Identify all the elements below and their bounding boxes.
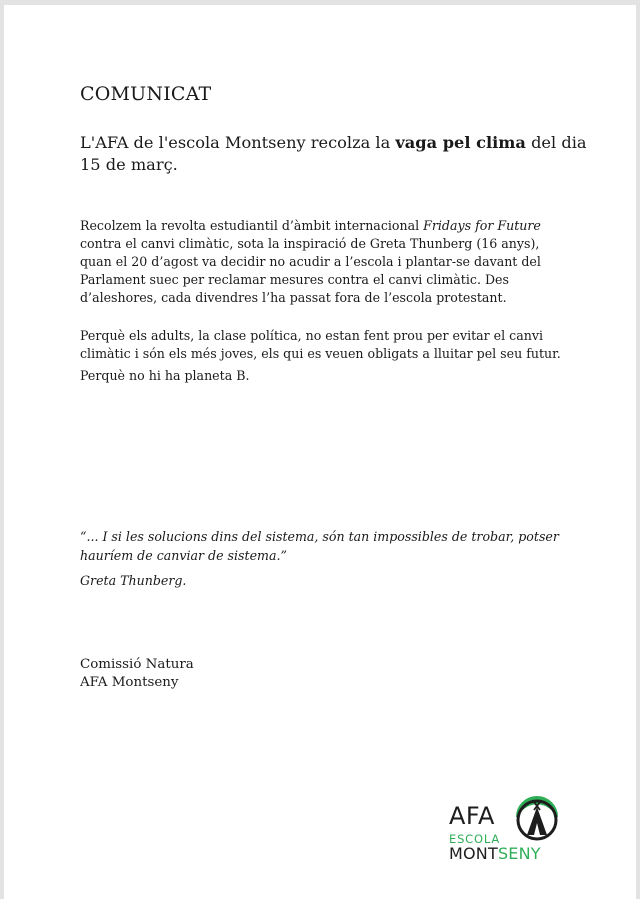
paragraph-2-line: Perquè els adults, la clase política, no estan fent prou per evitar el canvi — [80, 328, 543, 343]
signature — [80, 656, 194, 692]
document-page — [4, 5, 636, 899]
paragraph-1-line: Recolzem la revolta estudiantil d’àmbit internacional — [80, 218, 424, 233]
paragraph-1 — [80, 217, 541, 307]
tent-circle-icon — [513, 795, 561, 843]
document-title: COMUNICAT — [80, 83, 212, 105]
logo-seny-part: SENY — [497, 844, 541, 863]
lead-text-end: del dia — [525, 133, 587, 152]
signature-line: AFA Montseny — [80, 675, 179, 690]
quote — [80, 528, 559, 565]
lead-statement — [80, 132, 587, 176]
paragraph-1-italic: Fridays for Future — [423, 218, 541, 233]
quote-line: hauríem de canviar de sistema.” — [80, 547, 287, 563]
lead-text: L'AFA de l'escola Montseny recolza la — [80, 133, 396, 152]
quote-line: “... I si les solucions dins del sistema, són tan impossibles de trobar, potser — [80, 529, 559, 544]
logo-mont-part: MONT — [449, 844, 498, 863]
paragraph-1-line: contra el canvi climàtic, sota la inspiració de Greta Thunberg (16 anys), — [80, 236, 540, 251]
logo-escola-text: ESCOLA — [449, 832, 500, 846]
paragraph-1-line: d’aleshores, cada divendres l’ha passat fora de l’escola protestant. — [80, 290, 507, 305]
paragraph-1-line: Parlament suec per reclamar mesures contra el canvi climàtic. Des — [80, 272, 509, 287]
lead-date: 15 de març. — [80, 155, 178, 174]
paragraph-2-line: climàtic i són els més joves, els qui es veuen obligats a lluitar pel seu futur. — [80, 346, 561, 361]
lead-bold-text: vaga pel clima — [395, 133, 526, 152]
paragraph-2 — [80, 327, 561, 363]
logo-afa-text: AFA — [449, 802, 495, 830]
paragraph-1-line: quan el 20 d’agost va decidir no acudir a l’escola i plantar-se davant del — [80, 254, 541, 269]
quote-author: Greta Thunberg. — [80, 573, 187, 588]
logo-montseny-text — [449, 844, 541, 863]
paragraph-3: Perquè no hi ha planeta B. — [80, 368, 250, 383]
school-logo — [447, 792, 565, 870]
signature-line: Comissió Natura — [80, 657, 194, 672]
